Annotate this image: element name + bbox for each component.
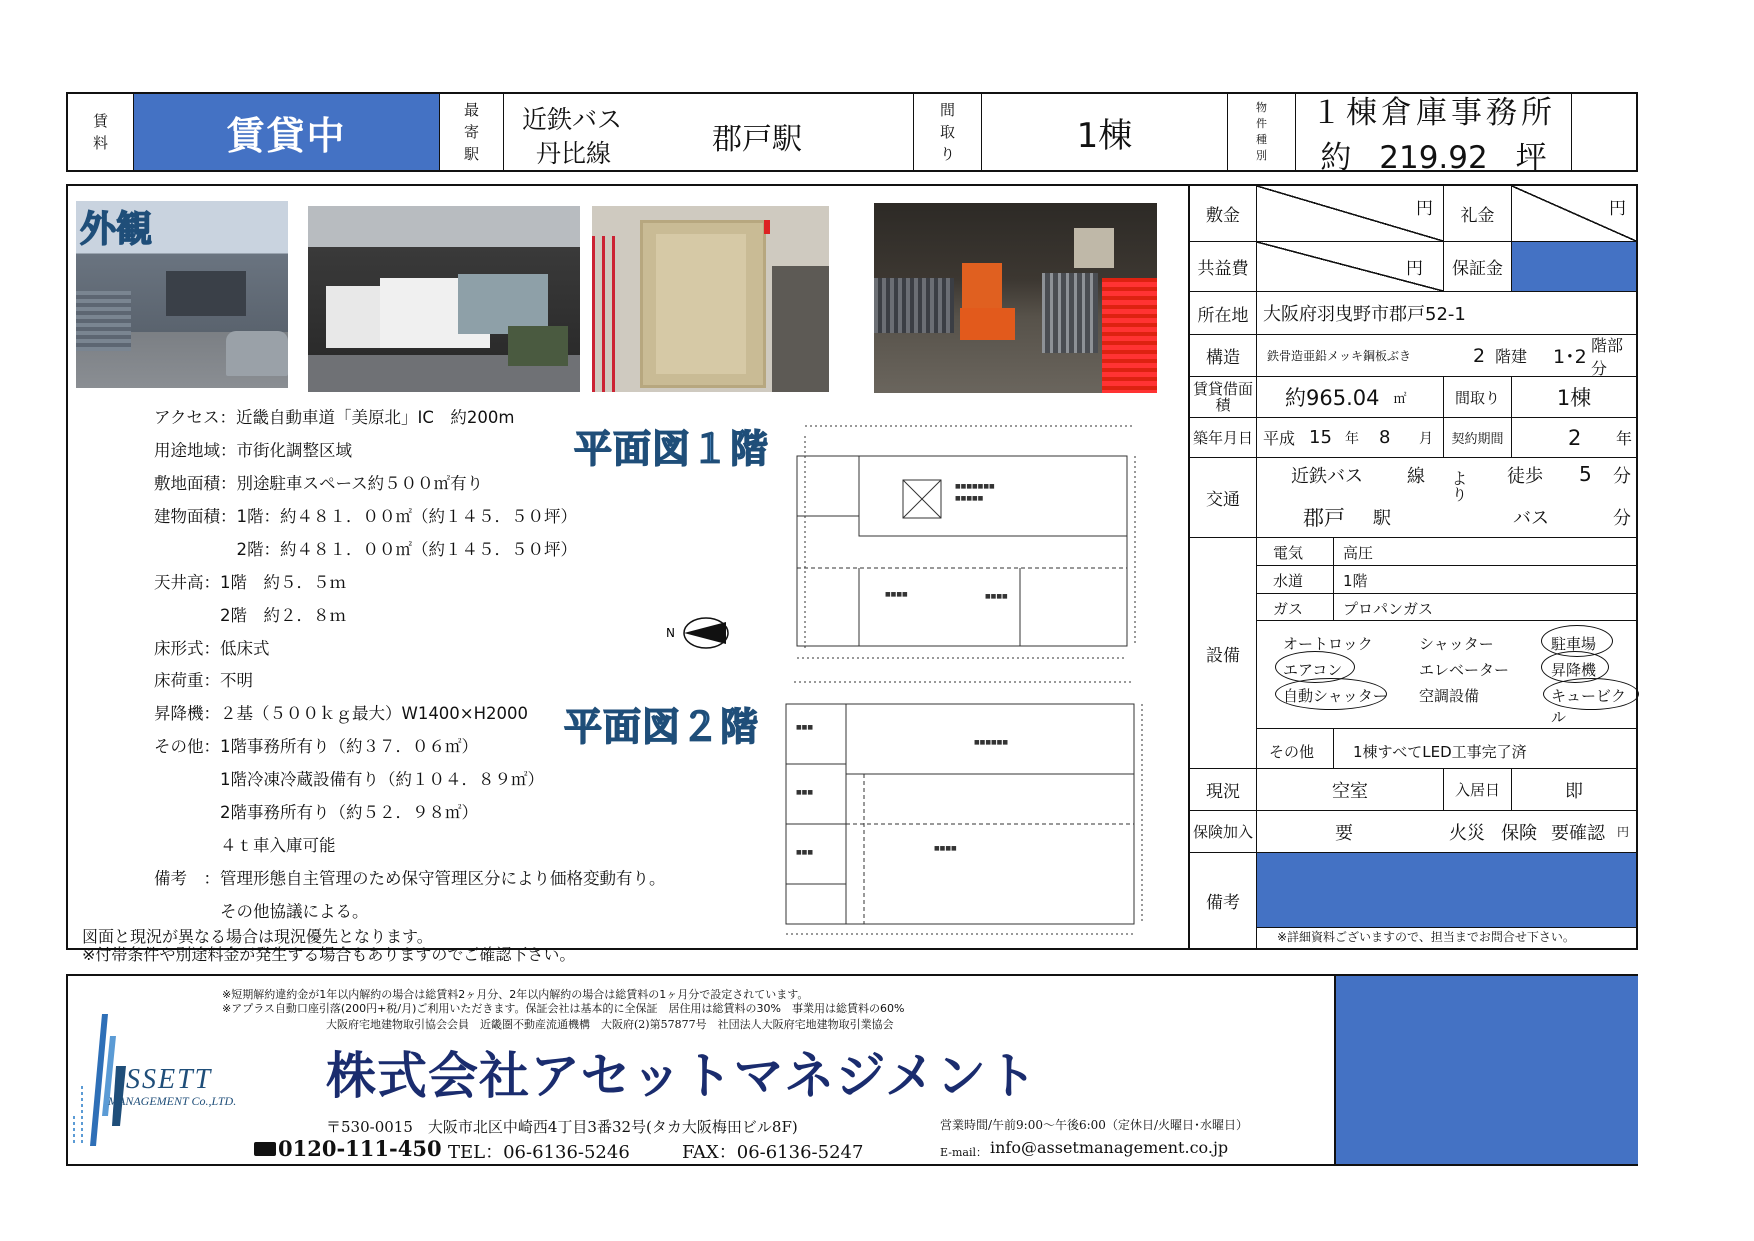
loading-dock-photo	[308, 206, 580, 392]
row-rent-area	[1190, 377, 1636, 418]
detail-other-4: ４ｔ車入庫可能	[154, 836, 336, 855]
type-value: １棟倉庫事務所 約 219.92 坪	[1296, 94, 1572, 170]
detail-remarks-1: 備考 ：管理形態自主管理のため保守管理区分により価格変動有り。	[154, 869, 666, 888]
cubicle-circle-icon	[1543, 678, 1639, 710]
rent-status: 賃貸中	[134, 94, 440, 170]
floorplan-1f-title: 平面図１階	[574, 427, 770, 471]
compass-icon	[666, 616, 730, 650]
structure-value: 鉄骨造亜鉛メッキ鋼板ぶき 2 階建 1･2 階部分	[1256, 335, 1636, 376]
row-deposit	[1190, 186, 1636, 242]
row-built	[1190, 418, 1636, 458]
row-status	[1190, 769, 1636, 811]
detail-floor-load: 床荷重：不明	[154, 671, 253, 690]
remarks-value	[1256, 853, 1636, 927]
built-value: 平成 15 年 8 月	[1256, 418, 1443, 457]
equip-shutter: シャッター	[1419, 635, 1494, 653]
layout-value-cell: 1棟	[1511, 377, 1636, 417]
svg-text:■■■■■■: ■■■■■■	[974, 739, 1009, 746]
svg-text:■■■■■■■: ■■■■■■■	[955, 483, 995, 490]
common-fee-value: 円	[1256, 242, 1443, 291]
address-label: 所在地	[1197, 305, 1249, 326]
contract-label: 契約期間	[1443, 418, 1511, 457]
transport-label: 交通	[1206, 490, 1240, 510]
structure-label: 構造	[1206, 348, 1240, 368]
electric-row: 電気 高圧	[1257, 538, 1637, 566]
svg-text:■■■: ■■■	[796, 849, 814, 856]
equip-aircon: エアコン	[1283, 661, 1343, 679]
key-money-label: 礼金	[1443, 186, 1511, 241]
rent-label-char: 料	[92, 134, 108, 152]
remarks-footer: ※詳細資料ございますので、担当までお問合せ下さい。	[1256, 927, 1636, 948]
row-common-fee	[1190, 242, 1636, 292]
equip-autolock: オートロック	[1283, 635, 1373, 653]
svg-text:■■■: ■■■	[796, 789, 814, 796]
station-name: 郡戸駅	[712, 122, 802, 157]
equipment-grid	[1257, 621, 1637, 729]
detail-ceiling-1f: 天井高：1階 約５．５ｍ	[154, 573, 346, 592]
footer-note-penalty: ※短期解約違約金が1年以内解約の場合は総賃料2ヶ月分、2年以内解約の場合は総賃料の1ヶ月分で設定されています。	[222, 988, 809, 1001]
deposit-label: 敷金	[1206, 206, 1240, 226]
header-bar	[66, 92, 1638, 176]
company-address: 〒530-0015 大阪市北区中崎西4丁目3番32号(タカ大阪梅田ビル8F)	[326, 1118, 798, 1136]
row-facilities	[1190, 538, 1636, 769]
company-name: 株式会社アセットマネジメント	[326, 1046, 1038, 1105]
elevator-photo	[592, 206, 829, 392]
detail-zoning: 用途地域：市街化調整区域	[154, 441, 352, 460]
guarantee-value	[1511, 242, 1636, 291]
detail-other-1: その他：1階事務所有り（約３７．０６㎡）	[154, 737, 478, 756]
tel-number[interactable]: TEL：06-6136-5246	[448, 1142, 630, 1163]
facilities-label: 設備	[1206, 646, 1240, 666]
warehouse-interior-photo	[874, 203, 1157, 393]
guarantee-label: 保証金	[1443, 242, 1511, 291]
detail-other-2: 1階冷凍冷蔵設備有り（約１０４．８９㎡）	[154, 770, 544, 789]
line-name: 丹比線	[536, 139, 612, 168]
equip-cubicle: キュービクル	[1551, 687, 1627, 726]
deposit-value: 円	[1256, 186, 1443, 241]
address-value: 大阪府羽曳野市郡戸52-1	[1256, 292, 1636, 334]
layout-value: 1棟	[982, 94, 1228, 170]
built-label: 築年月日	[1192, 428, 1253, 447]
floorplan-1f	[785, 418, 1148, 678]
equip-lift: 昇降機	[1551, 661, 1597, 679]
business-hours: 営業時間/午前9:00～午後6:00（定休日/火曜日･水曜日）	[940, 1118, 1248, 1132]
row-structure	[1190, 335, 1636, 377]
detail-lift: 昇降機：２基（５００ｋｇ最大）W1400×H2000	[154, 704, 529, 723]
detail-other-3: 2階事務所有り（約５２．９８㎡）	[154, 803, 478, 822]
detail-building-area-2f: 2階：約４８１．００㎡（約１４５．５０坪）	[154, 540, 577, 559]
logo-subtitle: MANAGEMENT Co.,LTD.	[108, 1094, 237, 1108]
footer	[66, 974, 1638, 1166]
svg-text:■■■■: ■■■■	[934, 845, 957, 852]
rent-area-label: 賃貸借面積	[1192, 380, 1253, 414]
status-value: 空室	[1256, 769, 1443, 810]
equip-parking: 駐車場	[1551, 635, 1597, 653]
station-info	[504, 94, 914, 170]
note-extra-fees: ※付帯条件や別途料金が発生する場合もありますのでご確認下さい。	[82, 945, 576, 964]
footer-note-payment: ※アプラス自動口座引落(200円+税/月)ご利用いただきます。保証会社は基本的に全保証 居住用は総賃料の30% 事業用は総賃料の60%	[222, 1002, 905, 1015]
floorplan-2f-title: 平面図２階	[564, 705, 760, 749]
equip-elevator: エレベーター	[1419, 661, 1510, 679]
svg-text:■■■■■: ■■■■■	[955, 495, 984, 502]
detail-building-area-1f: 建物面積：1階：約４８１．００㎡（約１４５．５０坪）	[154, 507, 577, 526]
line-company: 近鉄バス	[522, 105, 623, 134]
common-fee-label: 共益費	[1197, 259, 1249, 279]
note-current-priority: 図面と現況が異なる場合は現況優先となります。	[82, 927, 433, 946]
footer-blue-panel	[1334, 976, 1638, 1164]
key-money-value: 円	[1511, 186, 1636, 241]
fax-number: FAX：06-6136-5247	[682, 1142, 864, 1163]
svg-text:N: N	[666, 626, 675, 640]
transport-value: 近鉄バス 線 より 徒歩 5 分 郡戸 駅 バス 分	[1256, 458, 1636, 537]
freedial-number[interactable]: 0120-111-450	[278, 1136, 442, 1161]
rent-area-value: 約965.04 ㎡	[1256, 377, 1443, 417]
svg-text:■■■■: ■■■■	[885, 591, 908, 598]
contract-value: 2 年	[1511, 418, 1636, 457]
rent-label	[68, 94, 134, 170]
water-row: 水道 1階	[1257, 566, 1637, 594]
email-address[interactable]: info@assetmanagement.co.jp	[990, 1138, 1229, 1157]
equip-hvac: 空調設備	[1419, 687, 1480, 705]
footer-memberships: 大阪府宅地建物取引協会会員 近畿圏不動産流通機構 大阪府(2)第57877号 社団法人大阪府宅地建物取引業協会	[326, 1018, 894, 1031]
row-insurance	[1190, 811, 1636, 853]
freedial-icon	[254, 1142, 276, 1156]
exterior-photo	[76, 201, 288, 388]
property-table	[1188, 184, 1638, 950]
detail-remarks-2: その他協議による。	[154, 902, 369, 921]
exterior-label: 外観	[80, 209, 153, 250]
layout-label: 間 取 り	[914, 94, 982, 170]
station-label: 最 寄 駅	[440, 94, 504, 170]
detail-site-area: 敷地面積：別途駐車スペース約５００㎡有り	[154, 474, 484, 493]
move-in-value: 即	[1511, 769, 1636, 810]
email-label: E-mail：	[940, 1146, 987, 1159]
other-row: その他 1棟すべてLED工事完了済	[1257, 729, 1637, 769]
detail-floor-type: 床形式：低床式	[154, 639, 270, 658]
svg-text:■■■: ■■■	[796, 724, 814, 731]
svg-text:■■■■: ■■■■	[985, 593, 1008, 600]
remarks-label: 備考	[1206, 893, 1240, 913]
insurance-label: 保険加入	[1192, 822, 1253, 841]
row-transport	[1190, 458, 1636, 538]
status-label: 現況	[1206, 782, 1240, 802]
type-label: 物 件 種 別	[1228, 94, 1296, 170]
detail-ceiling-2f: 2階 約２．８ｍ	[154, 606, 346, 625]
logo-wordmark: SSETT	[126, 1064, 213, 1095]
move-in-label: 入居日	[1443, 769, 1511, 810]
insurance-value: 要 火災 保険 要確認 円	[1256, 811, 1636, 852]
row-remarks	[1190, 853, 1636, 948]
rent-label-char: 賃	[92, 112, 108, 130]
main-panel	[66, 184, 1190, 964]
auto-shutter-circle-icon	[1275, 678, 1387, 710]
gas-row: ガス プロパンガス	[1257, 594, 1637, 621]
equip-auto-shutter: 自動シャッター	[1283, 687, 1388, 705]
detail-access: アクセス：近畿自動車道「美原北」IC 約200m	[154, 408, 515, 427]
layout-label-cell: 間取り	[1443, 377, 1511, 417]
floorplan-2f	[774, 674, 1148, 944]
row-address	[1190, 292, 1636, 335]
